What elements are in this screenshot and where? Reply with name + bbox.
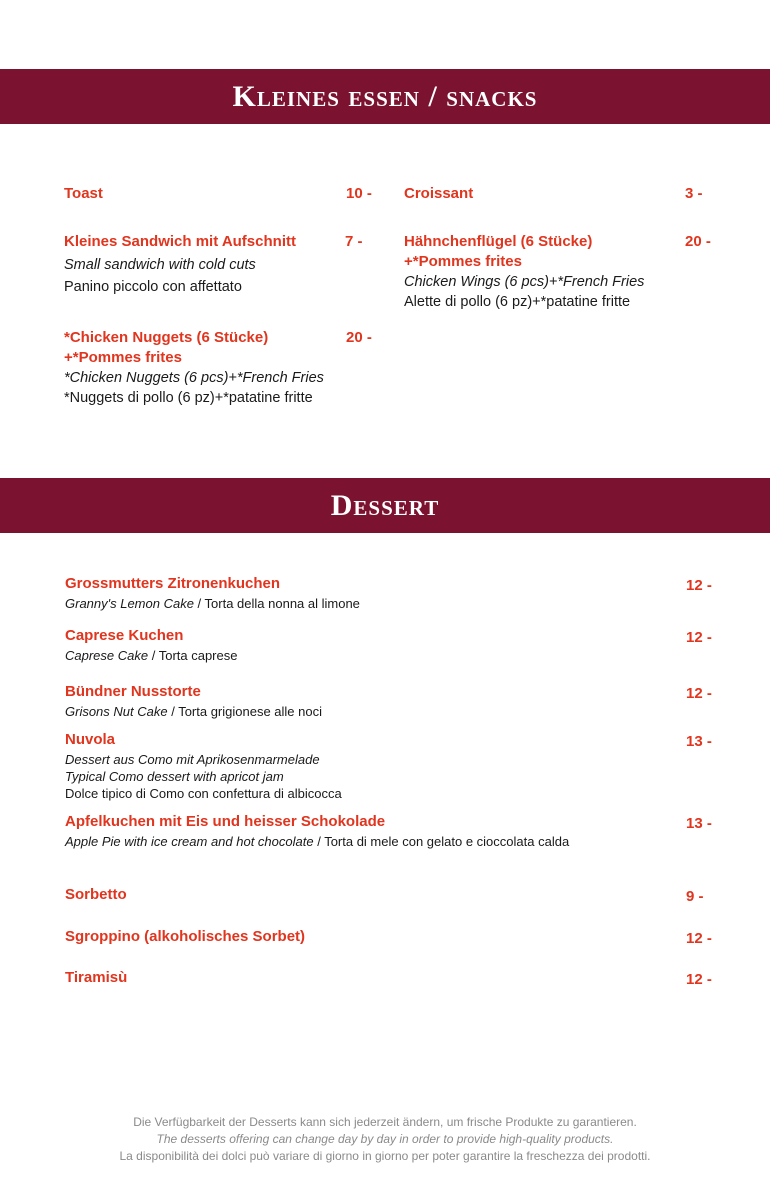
item-price: 3 - xyxy=(685,185,703,202)
item-desc xyxy=(65,703,725,720)
item-desc-it: / Torta caprese xyxy=(148,648,238,663)
item-desc xyxy=(65,833,745,850)
item-desc-it: Alette di pollo (6 pz)+*patatine fritte xyxy=(404,294,631,310)
item-name: Kleines Sandwich mit Aufschnitt xyxy=(64,233,296,250)
item-price: 12 - xyxy=(686,930,712,947)
item-name-line2: +*Pommes frites xyxy=(64,349,182,366)
footer-de: Die Verfügbarkeit der Desserts kann sich jederzeit ändern, um frische Produkte zu garantieren. xyxy=(133,1115,637,1129)
menu-item-tiramisu xyxy=(65,968,725,988)
item-name: Nuvola xyxy=(65,731,116,748)
item-desc-it: / Torta della nonna al limone xyxy=(193,596,360,611)
item-desc-en: Small sandwich with cold cuts xyxy=(64,257,256,273)
item-name: Apfelkuchen mit Eis und heisser Schokolade xyxy=(65,813,386,830)
footer-notice xyxy=(0,1114,770,1165)
item-desc-it: / Torta grigionese alle noci xyxy=(167,704,323,719)
menu-item-chicken-nuggets xyxy=(64,328,394,408)
item-name: Croissant xyxy=(404,185,474,202)
item-price: 20 - xyxy=(346,329,372,346)
item-price: 13 - xyxy=(686,733,712,750)
menu-item-lemon-cake xyxy=(65,574,725,612)
item-desc-en: Granny's Lemon Cake xyxy=(65,596,194,611)
section-title-snacks: Kleines essen / snacks xyxy=(232,79,538,113)
item-desc-en: Typical Como dessert with apricot jam xyxy=(65,769,284,784)
menu-item-apple-pie xyxy=(65,812,745,850)
menu-item-sgroppino xyxy=(65,927,725,947)
item-price: 9 - xyxy=(686,888,704,905)
item-name: Sgroppino (alkoholisches Sorbet) xyxy=(65,928,306,945)
item-name-line2: +*Pommes frites xyxy=(404,253,522,270)
section-header-dessert xyxy=(0,478,770,533)
item-name: Grossmutters Zitronenkuchen xyxy=(65,575,281,592)
item-price: 12 - xyxy=(686,971,712,988)
item-desc xyxy=(65,647,725,664)
item-name-line1: *Chicken Nuggets (6 Stücke) xyxy=(64,329,269,346)
footer-en: The desserts offering can change day by day in order to provide high-quality products. xyxy=(156,1132,614,1146)
item-desc-en: Chicken Wings (6 pcs)+*French Fries xyxy=(404,274,645,290)
item-desc-it: / Torta di mele con gelato e cioccolata calda xyxy=(313,834,570,849)
item-name: Tiramisù xyxy=(65,969,128,986)
menu-item-sandwich xyxy=(64,232,384,297)
item-name-line1: Hähnchenflügel (6 Stücke) xyxy=(404,233,593,250)
item-desc-it: *Nuggets di pollo (6 pz)+*patatine fritte xyxy=(64,390,313,406)
item-desc-it: Panino piccolo con affettato xyxy=(64,279,242,295)
item-name: Caprese Kuchen xyxy=(65,627,184,644)
item-name: Bündner Nusstorte xyxy=(65,683,201,700)
menu-item-nut-cake xyxy=(65,682,725,720)
item-desc-it: Dolce tipico di Como con confettura di albicocca xyxy=(65,786,342,801)
item-price: 12 - xyxy=(686,577,712,594)
item-price: 7 - xyxy=(345,233,363,250)
item-price: 10 - xyxy=(346,185,372,202)
menu-item-caprese-cake xyxy=(65,626,725,664)
section-header-snacks xyxy=(0,69,770,124)
item-desc-en: Caprese Cake xyxy=(65,648,149,663)
item-price: 12 - xyxy=(686,685,712,702)
menu-item-sorbetto xyxy=(65,885,725,905)
menu-item-croissant xyxy=(404,184,724,204)
item-name: Sorbetto xyxy=(65,886,127,903)
item-price: 12 - xyxy=(686,629,712,646)
section-title-dessert: Dessert xyxy=(330,488,440,522)
item-desc-de: Dessert aus Como mit Aprikosenmarmelade xyxy=(65,752,320,767)
item-desc xyxy=(65,595,725,612)
item-price: 13 - xyxy=(686,815,712,832)
item-desc-en: *Chicken Nuggets (6 pcs)+*French Fries xyxy=(64,370,324,386)
footer-it: La disponibilità dei dolci può variare di giorno in giorno per poter garantire la freschezza dei prodotti. xyxy=(119,1149,651,1163)
item-name: Toast xyxy=(64,185,103,202)
item-desc-en: Apple Pie with ice cream and hot chocolate xyxy=(65,834,314,849)
menu-item-toast xyxy=(64,184,384,204)
item-desc-en: Grisons Nut Cake xyxy=(65,704,168,719)
menu-item-nuvola xyxy=(65,730,725,802)
item-price: 20 - xyxy=(685,233,711,250)
menu-item-chicken-wings xyxy=(404,232,734,312)
